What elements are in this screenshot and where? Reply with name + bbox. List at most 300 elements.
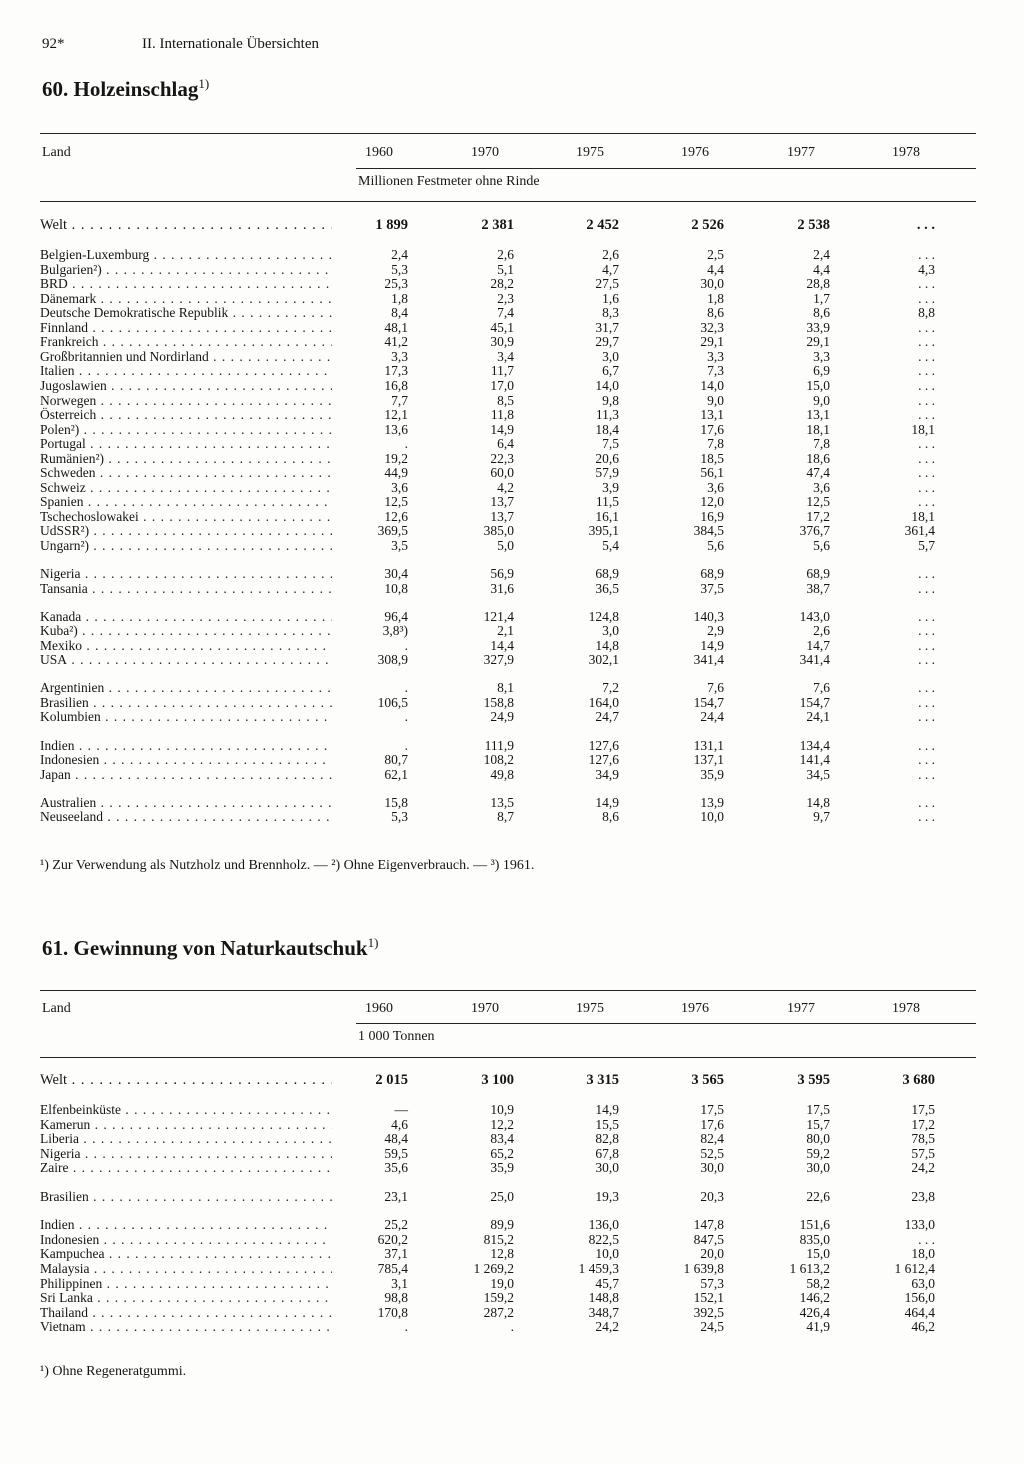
cell-1978: 63,0 xyxy=(911,1275,935,1291)
cell-1976: 10,0 xyxy=(700,809,724,825)
table-row xyxy=(0,1146,1024,1161)
table-row xyxy=(0,1117,1024,1132)
cell-1976: 20,0 xyxy=(700,1246,724,1262)
table60-year-1977: 1977 xyxy=(787,145,815,160)
cell-1977: 59,2 xyxy=(806,1145,830,1161)
table-row xyxy=(0,320,1024,335)
cell-1960: 2,4 xyxy=(391,247,408,262)
cell-1975: 3,0 xyxy=(602,623,619,639)
row-label: Neuseeland . . . xyxy=(40,809,332,824)
cell-1975: 11,5 xyxy=(595,494,619,510)
table-row xyxy=(0,465,1024,480)
table-row xyxy=(0,1276,1024,1291)
cell-1975: 31,7 xyxy=(595,319,619,335)
cell-1976: 147,8 xyxy=(693,1217,724,1233)
table-row xyxy=(0,609,1024,624)
cell-1977: 376,7 xyxy=(799,523,830,539)
cell-1977: 2,6 xyxy=(813,623,830,639)
cell-1978: . . . xyxy=(916,217,935,233)
cell-1975: 5,4 xyxy=(602,538,619,553)
cell-1970: 287,2 xyxy=(483,1304,514,1320)
row-label: Ungarn²) . . . xyxy=(40,538,332,553)
cell-1960: 44,9 xyxy=(384,465,408,481)
table60-year-1970: 1970 xyxy=(471,145,499,160)
row-label: Schweden . . . xyxy=(40,465,332,480)
cell-1977: 28,8 xyxy=(806,276,830,292)
row-label: Kamerun . . . xyxy=(40,1117,332,1132)
cell-1975: 395,1 xyxy=(588,523,619,539)
cell-1978: . . . xyxy=(918,247,935,262)
table-row xyxy=(0,652,1024,667)
cell-1970: 7,4 xyxy=(497,305,514,321)
cell-1960: 30,4 xyxy=(384,566,408,582)
cell-1977: 2 538 xyxy=(797,217,830,233)
row-label: Sri Lanka . . . xyxy=(40,1290,332,1305)
table60-sub-rule xyxy=(356,168,976,169)
cell-1975: 82,8 xyxy=(595,1131,619,1147)
cell-1975: 10,0 xyxy=(595,1246,619,1262)
cell-1970: 60,0 xyxy=(490,465,514,481)
table-row xyxy=(0,436,1024,451)
cell-1978: 361,4 xyxy=(904,523,935,539)
table61-unit: 1 000 Tonnen xyxy=(358,1029,435,1044)
cell-1975: 127,6 xyxy=(588,752,619,768)
row-label: Brasilien . . . xyxy=(40,1189,332,1204)
cell-1978: . . . xyxy=(918,809,935,825)
cell-1975: 29,7 xyxy=(595,334,619,350)
cell-1977: 9,0 xyxy=(813,392,830,408)
table-row xyxy=(0,247,1024,262)
cell-1977: 154,7 xyxy=(799,694,830,710)
cell-1960: 13,6 xyxy=(384,421,408,437)
cell-1970: 815,2 xyxy=(483,1231,514,1247)
cell-1976: 847,5 xyxy=(693,1231,724,1247)
table61-col-land: Land xyxy=(42,1001,71,1016)
row-label: Tschechoslowakei . . . xyxy=(40,509,332,524)
cell-1975: 14,9 xyxy=(595,1102,619,1117)
cell-1976: 12,0 xyxy=(700,494,724,510)
cell-1976: 3,3 xyxy=(707,348,724,364)
cell-1970: 30,9 xyxy=(490,334,514,350)
cell-1970: 19,0 xyxy=(490,1275,514,1291)
cell-1975: 36,5 xyxy=(595,580,619,596)
welt-row xyxy=(0,1073,1024,1088)
table60-col-land: Land xyxy=(42,145,71,160)
cell-1977: 2,4 xyxy=(813,247,830,262)
table60-title: 60. Holzeinschlag$^{1)}$ xyxy=(42,76,210,101)
cell-1975: 30,0 xyxy=(595,1160,619,1176)
cell-1970: 5,0 xyxy=(497,538,514,553)
cell-1970: 6,4 xyxy=(497,436,514,452)
table-row xyxy=(0,738,1024,753)
row-label: Deutsche Demokratische Republik . . . xyxy=(40,305,332,320)
cell-1977: 18,6 xyxy=(806,450,830,466)
table61-year-1970: 1970 xyxy=(471,1001,499,1016)
cell-1960: 106,5 xyxy=(377,694,408,710)
cell-1975: 19,3 xyxy=(595,1188,619,1204)
section-title: II. Internationale Übersichten xyxy=(142,36,320,52)
cell-1975: 7,5 xyxy=(602,436,619,452)
cell-1976: 392,5 xyxy=(693,1304,724,1320)
cell-1976: 37,5 xyxy=(700,580,724,596)
cell-1970: 159,2 xyxy=(483,1290,514,1306)
table61-head-rule xyxy=(40,1057,976,1058)
cell-1975: 8,3 xyxy=(602,305,619,321)
cell-1976: 384,5 xyxy=(693,523,724,539)
cell-1975: 1,6 xyxy=(602,290,619,306)
cell-1978: . . . xyxy=(918,363,935,379)
cell-1970: 35,9 xyxy=(490,1160,514,1176)
table61-year-1976: 1976 xyxy=(681,1001,709,1016)
cell-1976: 2,9 xyxy=(707,623,724,639)
cell-1960: . xyxy=(404,709,408,725)
row-label: Bulgarien²) . . . xyxy=(40,262,332,277)
cell-1977: 47,4 xyxy=(806,465,830,481)
table-row xyxy=(0,1160,1024,1175)
cell-1975: 1 459,3 xyxy=(578,1260,619,1276)
cell-1978: 464,4 xyxy=(904,1304,935,1320)
cell-1960: 2 015 xyxy=(375,1072,408,1088)
cell-1978: 5,7 xyxy=(918,538,935,553)
cell-1977: 30,0 xyxy=(806,1160,830,1176)
cell-1978: . . . xyxy=(918,479,935,495)
cell-1977: 22,6 xyxy=(806,1188,830,1204)
cell-1977: 18,1 xyxy=(806,421,830,437)
cell-1960: 16,8 xyxy=(384,377,408,393)
table-row xyxy=(0,523,1024,538)
cell-1975: 164,0 xyxy=(588,694,619,710)
table60-unit: Millionen Festmeter ohne Rinde xyxy=(358,174,540,189)
cell-1960: 170,8 xyxy=(377,1304,408,1320)
cell-1975: 20,6 xyxy=(595,450,619,466)
cell-1976: 57,3 xyxy=(700,1275,724,1291)
cell-1977: 146,2 xyxy=(799,1290,830,1306)
table61-year-1977: 1977 xyxy=(787,1001,815,1016)
cell-1960: 62,1 xyxy=(384,766,408,782)
cell-1970: 45,1 xyxy=(490,319,514,335)
row-label: Schweiz . . . xyxy=(40,480,332,495)
cell-1977: 29,1 xyxy=(806,334,830,350)
cell-1976: 32,3 xyxy=(700,319,724,335)
row-label: Philippinen . . . xyxy=(40,1276,332,1291)
cell-1970: 8,5 xyxy=(497,392,514,408)
cell-1976: 14,0 xyxy=(700,377,724,393)
cell-1976: 5,6 xyxy=(707,538,724,553)
cell-1978: . . . xyxy=(918,377,935,393)
cell-1978: . . . xyxy=(918,290,935,306)
cell-1970: 3,4 xyxy=(497,348,514,364)
table-row xyxy=(0,1189,1024,1204)
table-row xyxy=(0,1290,1024,1305)
row-label: Nigeria . . . xyxy=(40,1146,332,1161)
cell-1977: 12,5 xyxy=(806,494,830,510)
cell-1960: 80,7 xyxy=(384,752,408,768)
cell-1977: 14,7 xyxy=(806,637,830,653)
cell-1978: . . . xyxy=(918,450,935,466)
cell-1960: 23,1 xyxy=(384,1188,408,1204)
cell-1976: 35,9 xyxy=(700,766,724,782)
table60-year-1975: 1975 xyxy=(576,145,604,160)
cell-1975: 15,5 xyxy=(595,1116,619,1132)
cell-1960: 35,6 xyxy=(384,1160,408,1176)
table-row xyxy=(0,1102,1024,1117)
table-row xyxy=(0,291,1024,306)
table-row xyxy=(0,680,1024,695)
cell-1977: 38,7 xyxy=(806,580,830,596)
table61-footnote: ¹) Ohne Regeneratgummi. xyxy=(40,1364,187,1379)
cell-1975: 3 315 xyxy=(586,1072,619,1088)
cell-1975: 302,1 xyxy=(588,652,619,668)
table-row xyxy=(0,422,1024,437)
table-row xyxy=(0,566,1024,581)
cell-1978: 133,0 xyxy=(904,1217,935,1233)
table-row xyxy=(0,378,1024,393)
cell-1960: 5,3 xyxy=(391,809,408,825)
cell-1976: 30,0 xyxy=(700,276,724,292)
cell-1978: 23,8 xyxy=(911,1188,935,1204)
cell-1977: 80,0 xyxy=(806,1131,830,1147)
row-label: Tansania . . . xyxy=(40,581,332,596)
cell-1970: 158,8 xyxy=(483,694,514,710)
cell-1975: 57,9 xyxy=(595,465,619,481)
cell-1975: 8,6 xyxy=(602,809,619,825)
cell-1977: 835,0 xyxy=(799,1231,830,1247)
cell-1976: 30,0 xyxy=(700,1160,724,1176)
cell-1978: . . . xyxy=(918,436,935,452)
cell-1975: 45,7 xyxy=(595,1275,619,1291)
cell-1960: 19,2 xyxy=(384,450,408,466)
row-label: Dänemark . . . xyxy=(40,291,332,306)
row-label: Italien . . . xyxy=(40,363,332,378)
cell-1970: 49,8 xyxy=(490,766,514,782)
table-row xyxy=(0,480,1024,495)
row-label: Indien . . . xyxy=(40,1217,332,1232)
cell-1976: 68,9 xyxy=(700,566,724,582)
cell-1978: . . . xyxy=(918,680,935,696)
cell-1960: . xyxy=(404,680,408,696)
cell-1976: 137,1 xyxy=(693,752,724,768)
cell-1975: 11,3 xyxy=(595,407,619,423)
cell-1970: 14,4 xyxy=(490,637,514,653)
cell-1975: 9,8 xyxy=(602,392,619,408)
cell-1960: . xyxy=(404,637,408,653)
cell-1960: 96,4 xyxy=(384,608,408,624)
cell-1978: . . . xyxy=(918,465,935,481)
row-label: BRD . . . xyxy=(40,276,332,291)
table-row xyxy=(0,709,1024,724)
cell-1960: 308,9 xyxy=(377,652,408,668)
page-number: 92* xyxy=(42,36,65,52)
row-label: Vietnam . . . xyxy=(40,1319,332,1334)
cell-1960: 5,3 xyxy=(391,261,408,277)
cell-1978: . . . xyxy=(918,652,935,668)
table-row xyxy=(0,767,1024,782)
cell-1978: . . . xyxy=(918,494,935,510)
cell-1970: 14,9 xyxy=(490,421,514,437)
cell-1975: 16,1 xyxy=(595,508,619,524)
cell-1960: 10,8 xyxy=(384,580,408,596)
cell-1978: . . . xyxy=(918,694,935,710)
table60-year-1976: 1976 xyxy=(681,145,709,160)
table61-year-1975: 1975 xyxy=(576,1001,604,1016)
cell-1976: 9,0 xyxy=(707,392,724,408)
row-label: Indonesien . . . xyxy=(40,1232,332,1247)
cell-1970: 24,9 xyxy=(490,709,514,725)
cell-1960: — xyxy=(394,1102,408,1117)
cell-1970: 2,6 xyxy=(497,247,514,262)
cell-1960: 4,6 xyxy=(391,1116,408,1132)
cell-1970: 2,1 xyxy=(497,623,514,639)
row-label: USA . . . xyxy=(40,652,332,667)
cell-1975: 14,9 xyxy=(595,794,619,810)
table-row xyxy=(0,393,1024,408)
cell-1970: 11,7 xyxy=(490,363,514,379)
table-row xyxy=(0,494,1024,509)
row-label: Mexiko . . . xyxy=(40,638,332,653)
table-row xyxy=(0,1131,1024,1146)
table60-year-1960: 1960 xyxy=(365,145,393,160)
table-row xyxy=(0,538,1024,553)
cell-1975: 822,5 xyxy=(588,1231,619,1247)
row-label: Zaire . . . xyxy=(40,1160,332,1175)
cell-1978: . . . xyxy=(918,637,935,653)
cell-1970: 10,9 xyxy=(490,1102,514,1117)
cell-1970: 121,4 xyxy=(483,608,514,624)
cell-1976: 140,3 xyxy=(693,608,724,624)
cell-1978: . . . xyxy=(918,392,935,408)
row-label: Welt . . . xyxy=(40,218,332,233)
cell-1970: 8,1 xyxy=(497,680,514,696)
cell-1977: 15,0 xyxy=(806,377,830,393)
cell-1970: 8,7 xyxy=(497,809,514,825)
cell-1977: 9,7 xyxy=(813,809,830,825)
cell-1977: 341,4 xyxy=(799,652,830,668)
cell-1976: 152,1 xyxy=(693,1290,724,1306)
table-row xyxy=(0,638,1024,653)
cell-1970: 3 100 xyxy=(481,1072,514,1088)
cell-1976: 17,6 xyxy=(700,421,724,437)
cell-1977: 6,9 xyxy=(813,363,830,379)
cell-1970: 108,2 xyxy=(483,752,514,768)
cell-1970: 12,2 xyxy=(490,1116,514,1132)
cell-1960: . xyxy=(404,1319,408,1335)
cell-1977: 1 613,2 xyxy=(789,1260,830,1276)
table60-footnote: ¹) Zur Verwendung als Nutzholz und Brennholz. — ²) Ohne Eigenverbrauch. — ³) 1961. xyxy=(40,858,535,873)
cell-1978: . . . xyxy=(918,566,935,582)
table-row xyxy=(0,262,1024,277)
cell-1978: 17,5 xyxy=(911,1102,935,1117)
cell-1978: . . . xyxy=(918,608,935,624)
cell-1976: 16,9 xyxy=(700,508,724,524)
cell-1976: 4,4 xyxy=(707,261,724,277)
cell-1960: 98,8 xyxy=(384,1290,408,1306)
cell-1977: 426,4 xyxy=(799,1304,830,1320)
cell-1960: 785,4 xyxy=(377,1260,408,1276)
cell-1978: 3 680 xyxy=(902,1072,935,1088)
cell-1977: 24,1 xyxy=(806,709,830,725)
cell-1960: 25,2 xyxy=(384,1217,408,1233)
table-row xyxy=(0,1232,1024,1247)
cell-1976: 1,8 xyxy=(707,290,724,306)
cell-1976: 13,1 xyxy=(700,407,724,423)
cell-1960: 12,1 xyxy=(384,407,408,423)
cell-1978: 46,2 xyxy=(911,1319,935,1335)
cell-1976: 8,6 xyxy=(707,305,724,321)
table-row xyxy=(0,1217,1024,1232)
cell-1976: 18,5 xyxy=(700,450,724,466)
cell-1978: . . . xyxy=(918,348,935,364)
row-label: Norwegen . . . xyxy=(40,393,332,408)
table-row xyxy=(0,349,1024,364)
cell-1977: 58,2 xyxy=(806,1275,830,1291)
cell-1975: 4,7 xyxy=(602,261,619,277)
row-label: Belgien-Luxemburg . . . xyxy=(40,247,332,262)
row-label: Brasilien . . . xyxy=(40,695,332,710)
table60-head-rule xyxy=(40,201,976,202)
cell-1976: 17,6 xyxy=(700,1116,724,1132)
cell-1978: 156,0 xyxy=(904,1290,935,1306)
table-row xyxy=(0,1319,1024,1334)
row-label: Nigeria . . . xyxy=(40,566,332,581)
row-label: Elfenbeinküste . . . xyxy=(40,1102,332,1117)
cell-1960: 3,8³) xyxy=(382,623,408,639)
cell-1977: 3 595 xyxy=(797,1072,830,1088)
row-label: Australien . . . xyxy=(40,795,332,810)
cell-1976: 1 639,8 xyxy=(683,1260,724,1276)
cell-1975: 24,2 xyxy=(595,1319,619,1335)
table-row xyxy=(0,581,1024,596)
cell-1960: 369,5 xyxy=(377,523,408,539)
cell-1970: 22,3 xyxy=(490,450,514,466)
cell-1970: 327,9 xyxy=(483,652,514,668)
table60-year-1978: 1978 xyxy=(892,145,920,160)
cell-1978: . . . xyxy=(918,794,935,810)
table-row xyxy=(0,752,1024,767)
row-label: Rumänien²) . . . xyxy=(40,451,332,466)
cell-1960: 48,4 xyxy=(384,1131,408,1147)
table-row xyxy=(0,276,1024,291)
cell-1960: 41,2 xyxy=(384,334,408,350)
cell-1970: 5,1 xyxy=(497,261,514,277)
cell-1978: . . . xyxy=(918,766,935,782)
row-label: UdSSR²) . . . xyxy=(40,523,332,538)
cell-1976: 131,1 xyxy=(693,737,724,753)
cell-1975: 27,5 xyxy=(595,276,619,292)
row-label: Thailand . . . xyxy=(40,1305,332,1320)
cell-1960: 1,8 xyxy=(391,290,408,306)
table61-year-1978: 1978 xyxy=(892,1001,920,1016)
table-row xyxy=(0,1261,1024,1276)
cell-1975: 7,2 xyxy=(602,680,619,696)
cell-1977: 8,6 xyxy=(813,305,830,321)
cell-1960: 25,3 xyxy=(384,276,408,292)
cell-1976: 3 565 xyxy=(691,1072,724,1088)
cell-1975: 68,9 xyxy=(595,566,619,582)
row-label: Indien . . . xyxy=(40,738,332,753)
row-label: Liberia . . . xyxy=(40,1131,332,1146)
table-row xyxy=(0,623,1024,638)
cell-1977: 5,6 xyxy=(813,538,830,553)
cell-1978: 17,2 xyxy=(911,1116,935,1132)
cell-1976: 82,4 xyxy=(700,1131,724,1147)
cell-1970: 13,7 xyxy=(490,508,514,524)
cell-1960: 59,5 xyxy=(384,1145,408,1161)
cell-1977: 13,1 xyxy=(806,407,830,423)
cell-1977: 3,3 xyxy=(813,348,830,364)
cell-1978: . . . xyxy=(918,276,935,292)
table60-top-rule xyxy=(40,133,976,134)
cell-1970: 11,8 xyxy=(490,407,514,423)
